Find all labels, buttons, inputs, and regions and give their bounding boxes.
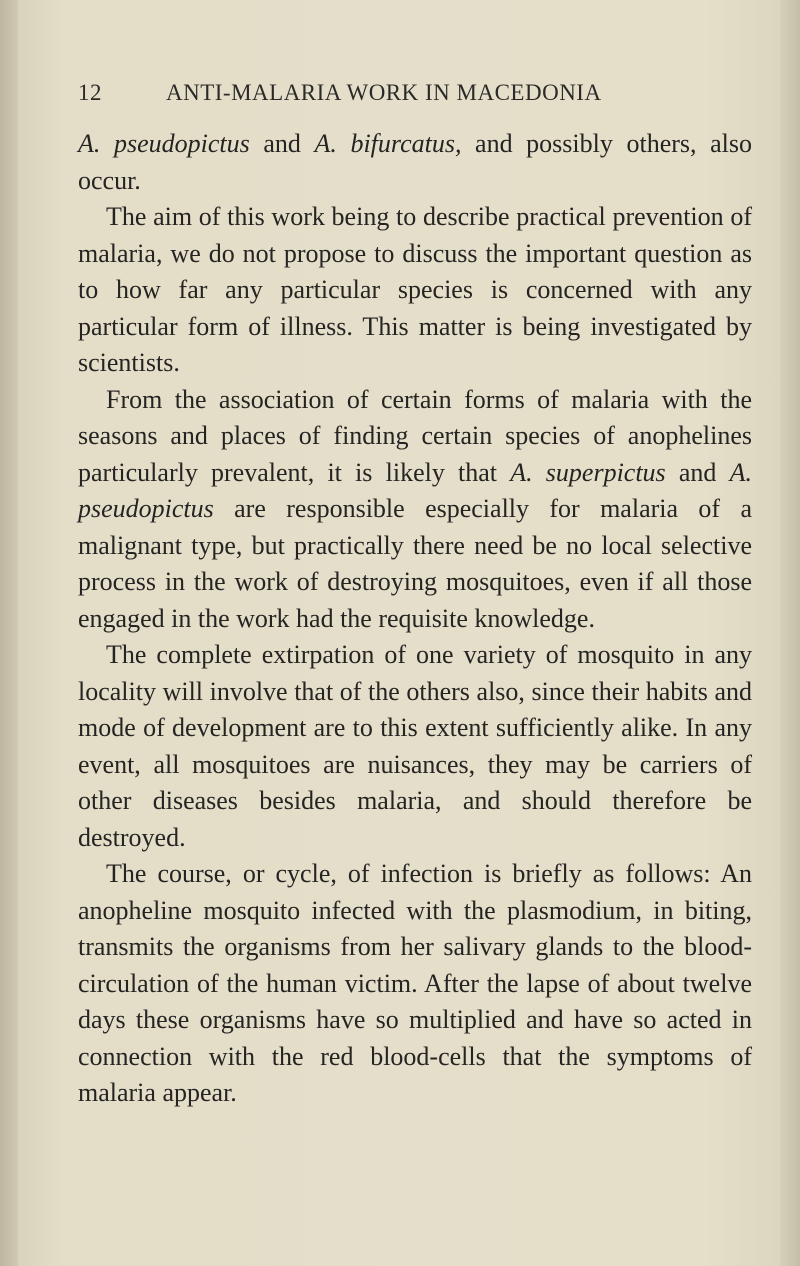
species-name: A. pseudopictus bbox=[78, 457, 753, 523]
text-run: are responsible especially for malaria of a malignant type, but practically there need be no local selective process in the work of destroying mosquitoes, even if all those engaged in the work had the requisite knowledge. bbox=[78, 494, 752, 633]
text-run: and possibly others, also occur. bbox=[78, 129, 752, 195]
running-head bbox=[78, 80, 748, 112]
paragraph-1 bbox=[78, 126, 752, 199]
species-name: A. pseudopictus bbox=[78, 129, 250, 158]
paragraph-2: The aim of this work being to describe practical prevention of malaria, we do not propose to discuss the important question as to how far any particular species is concerned with any particular form of illness. This matter is being investigated by scientists. bbox=[78, 202, 752, 377]
text-run: and bbox=[249, 129, 315, 158]
paragraph-4: The complete extirpation of one variety of mosquito in any locality will involve that of the others also, since their habits and mode of development are to this extent sufficiently alike. In any event, all mosquitoes are nuisances, they may be carriers of other diseases besides malaria, and should therefore be destroyed. bbox=[78, 640, 752, 852]
paragraph-5: The course, or cycle, of infection is briefly as follows: An anopheline mosquito infected with the plasmodium, in biting, transmits the organisms from her salivary glands to the blood-circulation of the human victim. After the lapse of about twelve days these organisms have so multiplied and have so acted in connection with the red blood-cells that the symptoms of malaria appear. bbox=[78, 859, 752, 1107]
page-number: 12 bbox=[78, 80, 102, 105]
running-title: ANTI-MALARIA WORK IN MACEDONIA bbox=[166, 80, 602, 105]
text-run: From the association of certain forms of malaria with the seasons and places of finding certain species of anophelines particularly prevalent, it is likely that bbox=[78, 384, 752, 487]
text-run: and bbox=[665, 457, 730, 487]
paragraph-3 bbox=[78, 382, 752, 638]
species-name: A. superpictus bbox=[510, 457, 666, 487]
species-name: A. bifurcatus, bbox=[314, 129, 462, 158]
book-spine-shadow bbox=[0, 0, 18, 1266]
page-edge bbox=[780, 0, 800, 1266]
page-body bbox=[78, 126, 752, 1112]
